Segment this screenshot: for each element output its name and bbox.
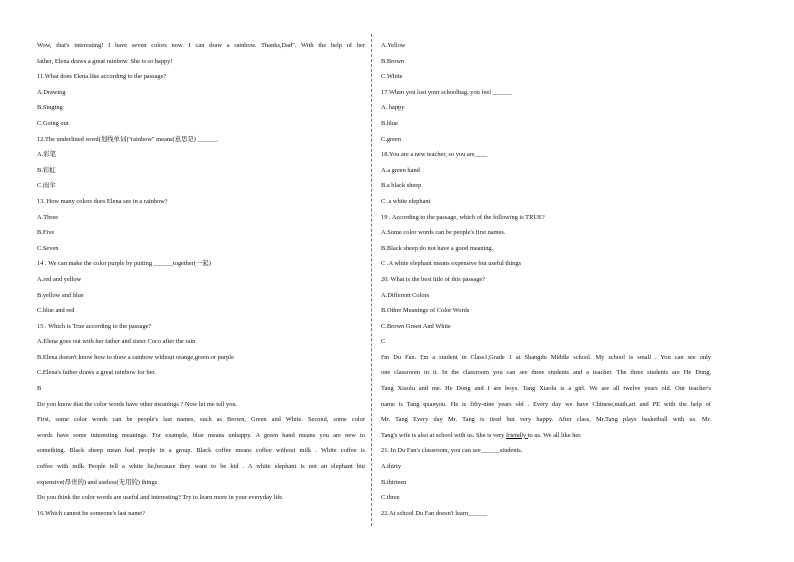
- line-text: C.Elena's father draws a great rainbow for her.: [37, 369, 156, 377]
- line-text: 20. What is the best title of this passage?: [381, 275, 486, 283]
- line-text: coffee with milk People tell a white lie,because they want to be kid . A white elephant is not an elephant but: [37, 463, 365, 471]
- text-line: [381, 412, 711, 428]
- line-text: C.雨伞: [37, 182, 56, 190]
- text-line: [37, 85, 365, 101]
- line-text: A.Drawing: [37, 88, 66, 96]
- text-line: [37, 163, 365, 179]
- line-text: B.Black sheep do not have a good meaning.: [381, 244, 494, 252]
- text-line: [381, 147, 711, 163]
- text-line: [381, 288, 711, 304]
- line-text: 14 . We can make the color purple by putting ______together(一起): [37, 260, 211, 268]
- line-text: father, Elena draws a great rainbow. She is so happy!: [37, 57, 173, 65]
- line-text: A.Yellow: [381, 42, 406, 49]
- line-text: C.three: [381, 494, 400, 502]
- text-line: [381, 116, 711, 132]
- line-text: B.Elena doesn't know how to draw a rainbow without orange,green or purple: [37, 353, 234, 361]
- text-line: [381, 303, 711, 319]
- text-line: [37, 397, 365, 413]
- line-text: I'm Du Fan. I'm a student in Class1,Grade 1 at Shangdu Middle school. My school is small . You can see only: [381, 353, 711, 361]
- line-text: 21. In Du Fan's classroom, you can see______students.: [381, 447, 523, 455]
- text-line: [37, 194, 365, 210]
- line-text: A.彩笔: [37, 151, 56, 159]
- line-text: Do you think the color words are useful and interesting? Try to learn more in your everyday life.: [37, 494, 284, 502]
- line-text: C.Seven: [37, 244, 59, 252]
- line-text: A.a green hand: [381, 166, 420, 174]
- right-column: [381, 38, 711, 522]
- text-line: [381, 100, 711, 116]
- line-text: 13. How many colors does Elena see in a rainbow?: [37, 197, 168, 205]
- text-line: [37, 506, 365, 522]
- line-text: B.Singing: [37, 104, 63, 112]
- line-text: 22.At school Du Fan doesn't learn______: [381, 509, 488, 517]
- line-text: name is Tang quanyou. He is fifty-nine years old . Every day we have Chinese,math,art and PE with the help of: [381, 400, 711, 408]
- text-line: [37, 303, 365, 319]
- text-line: [381, 365, 711, 381]
- text-line: [37, 54, 365, 70]
- text-line: [381, 38, 711, 54]
- text-line: [37, 69, 365, 85]
- text-line: [381, 256, 711, 272]
- text-line: [381, 178, 711, 194]
- line-text: C.Brown Green And White: [381, 322, 451, 330]
- text-line: [37, 116, 365, 132]
- line-text: C .A white elephant means expensive but useful things: [381, 260, 522, 268]
- line-text: Tang's wife is also at school with us. She is very: [381, 431, 506, 439]
- line-text: Mr. Tang Every day Mr. Tang is tired but very happy. After class, Mr.Tang plays basketball with us. Mr.: [381, 416, 711, 424]
- text-line: [37, 38, 365, 54]
- text-line: [381, 85, 711, 101]
- line-text: 18.You are a new teacher, so you are____: [381, 151, 488, 159]
- left-column: [37, 38, 365, 522]
- line-text: B.thirteen: [381, 478, 407, 486]
- line-text: C: [381, 338, 386, 346]
- text-line: [381, 272, 711, 288]
- line-text: Tang Xiaolu and me. He Dong and I are boys. Tang Xiaolu is a girl. We are all twelve years old. Our teacher's: [381, 385, 711, 393]
- line-text: A.Some color words can be people's first names.: [381, 229, 506, 237]
- line-text: C.Going out: [37, 119, 69, 127]
- text-line: [381, 163, 711, 179]
- column-divider: [371, 34, 372, 526]
- line-text: 17.When you lost your schoolbag, you feel ______: [381, 88, 512, 96]
- text-line: [381, 443, 711, 459]
- underlined-word: friendly: [505, 431, 528, 439]
- line-text: Wow, that's interesting! I have seven colors now. I can draw a rainbow. Thanks,Dad". With the help of her: [37, 42, 365, 49]
- line-text: 12.The underlined word(划线单词)"rainbow" means(意思是) ______.: [37, 135, 219, 143]
- text-line: [37, 365, 365, 381]
- line-text: B.Brown: [381, 57, 405, 65]
- line-text: A.thirty: [381, 463, 402, 471]
- text-line: [37, 443, 365, 459]
- text-line: [37, 428, 365, 444]
- text-line: [37, 132, 365, 148]
- line-text: C.green: [381, 135, 402, 143]
- text-line: [37, 350, 365, 366]
- line-text: Do you know that the color words have other meanings ? Now let me tell you.: [37, 400, 238, 408]
- text-line: [37, 412, 365, 428]
- line-text-after: to us. We all like her.: [527, 431, 582, 439]
- line-text: expensive(昂贵的) and useless(无用的) things: [37, 478, 158, 486]
- text-line: [37, 147, 365, 163]
- line-text: A.Elena goes out with her father and sister Coco after the rain: [37, 338, 196, 346]
- line-text: B.Five: [37, 229, 55, 237]
- text-line: [37, 225, 365, 241]
- text-line: [381, 54, 711, 70]
- line-text: words have some interesting meanings. For example, blue means unhappy. A green hand means you are new to: [37, 431, 365, 439]
- text-line: [381, 319, 711, 335]
- text-line: [37, 256, 365, 272]
- text-line: [381, 241, 711, 257]
- line-text: B.Other Meanings of Color Words: [381, 307, 470, 315]
- text-line: [381, 210, 711, 226]
- line-text: B.a black sheep: [381, 182, 422, 190]
- text-line: [37, 100, 365, 116]
- text-line: [37, 490, 365, 506]
- line-text: 19 . According to the passage, which of the following is TRUE?: [381, 213, 545, 221]
- text-line: [381, 132, 711, 148]
- line-text: A.Three: [37, 213, 59, 221]
- line-text: B.blue: [381, 119, 398, 127]
- line-text: B.yellow and blue: [37, 291, 84, 299]
- text-line: [381, 459, 711, 475]
- text-line: [37, 272, 365, 288]
- text-line: [381, 194, 711, 210]
- text-line: [37, 241, 365, 257]
- text-line: [381, 69, 711, 85]
- line-text: 16.Which cannot be someone's last name?: [37, 509, 145, 517]
- line-text: C.blue and red: [37, 307, 75, 315]
- line-text: First, some color words can be people's last names, such as Brown, Green and White. Second, some color: [37, 416, 365, 424]
- text-line: [381, 475, 711, 491]
- text-line: [381, 381, 711, 397]
- text-line: [37, 319, 365, 335]
- text-line: [381, 334, 711, 350]
- line-text: something. Black sheep mean bad people in a group. Black coffee means coffee without milk . White coffee is: [37, 447, 365, 455]
- text-line: [381, 225, 711, 241]
- line-text: 11.What does Elena like according to the passage?: [37, 73, 167, 81]
- text-line: [37, 475, 365, 491]
- text-line: [37, 381, 365, 397]
- text-line: [381, 428, 711, 444]
- line-text: 15 . Which is True according to the passage?: [37, 322, 152, 330]
- text-line: [381, 490, 711, 506]
- line-text: C. a white elephant: [381, 197, 431, 205]
- text-line: [37, 288, 365, 304]
- line-text: C.White: [381, 73, 403, 81]
- line-text: B: [37, 385, 42, 393]
- text-line: [37, 178, 365, 194]
- line-text: one classroom in it. In the classroom you can see three students and a teacher. The three students are He Dong,: [381, 369, 711, 377]
- line-text: A.red and yellow: [37, 275, 82, 283]
- text-line: [37, 210, 365, 226]
- text-line: [381, 397, 711, 413]
- text-line: [37, 334, 365, 350]
- line-text: A.Different Colors: [381, 291, 430, 299]
- line-text: A. happy: [381, 104, 405, 112]
- text-line: [381, 506, 711, 522]
- line-text: B.彩虹: [37, 166, 56, 174]
- text-line: [37, 459, 365, 475]
- text-line: [381, 350, 711, 366]
